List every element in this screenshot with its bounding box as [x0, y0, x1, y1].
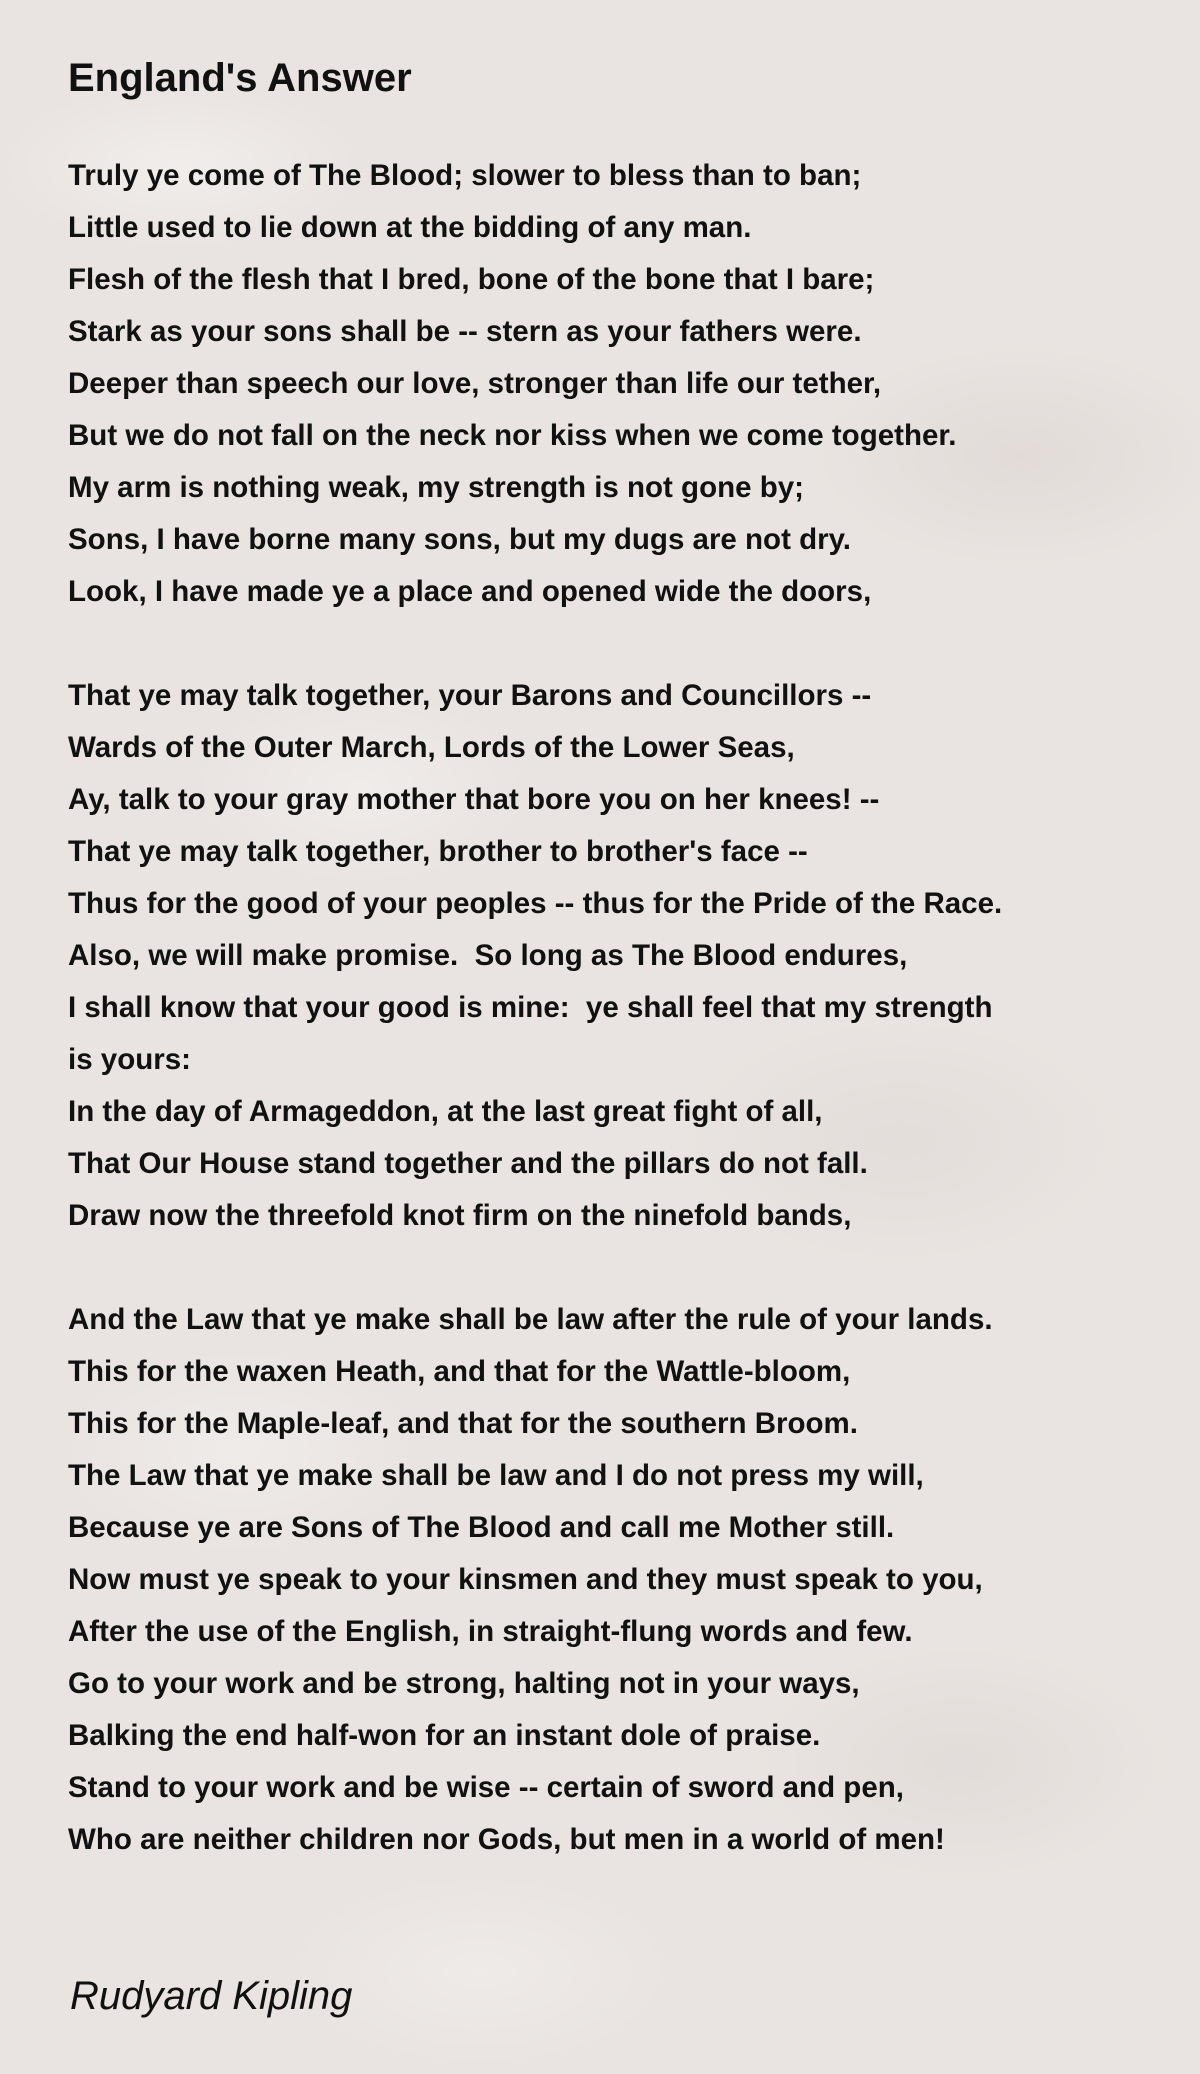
poem-line: Draw now the threefold knot firm on the ninefold bands,	[68, 1199, 852, 1232]
poem-line: After the use of the English, in straight-flung words and few.	[68, 1615, 913, 1648]
poem-body	[68, 150, 1168, 1918]
poem-author: Rudyard Kipling	[70, 1974, 353, 2018]
poem-line: But we do not fall on the neck nor kiss when we come together.	[68, 419, 957, 452]
poem-line: In the day of Armageddon, at the last great fight of all,	[68, 1095, 823, 1128]
poem-line: Little used to lie down at the bidding of any man.	[68, 211, 752, 244]
poem-line: Thus for the good of your peoples -- thus for the Pride of the Race.	[68, 887, 1003, 920]
poem-line: This for the Maple-leaf, and that for the southern Broom.	[68, 1407, 858, 1440]
poem-line: Balking the end half-won for an instant dole of praise.	[68, 1719, 821, 1752]
poem-line: Truly ye come of The Blood; slower to bless than to ban;	[68, 159, 862, 192]
stanza-2	[68, 670, 1168, 1242]
poem-line: Wards of the Outer March, Lords of the Lower Seas,	[68, 731, 795, 764]
poem-line: Who are neither children nor Gods, but men in a world of men!	[68, 1823, 945, 1856]
poem-line: Stark as your sons shall be -- stern as your fathers were.	[68, 315, 862, 348]
poem-line: is yours:	[68, 1043, 191, 1076]
poem-line: The Law that ye make shall be law and I do not press my will,	[68, 1459, 924, 1492]
poem-line: Go to your work and be strong, halting not in your ways,	[68, 1667, 860, 1700]
poem-line: Ay, talk to your gray mother that bore you on her knees! --	[68, 783, 880, 816]
poem-line: And the Law that ye make shall be law after the rule of your lands.	[68, 1303, 993, 1336]
poem-line: That Our House stand together and the pillars do not fall.	[68, 1147, 868, 1180]
poem-line: Also, we will make promise. So long as The Blood endures,	[68, 939, 908, 972]
stanza-3	[68, 1294, 1168, 1866]
poem-line: Because ye are Sons of The Blood and call me Mother still.	[68, 1511, 895, 1544]
poem-line: Stand to your work and be wise -- certain of sword and pen,	[68, 1771, 904, 1804]
stanza-1	[68, 150, 1168, 618]
poem-line: Deeper than speech our love, stronger than life our tether,	[68, 367, 882, 400]
poem-line: My arm is nothing weak, my strength is not gone by;	[68, 471, 804, 504]
poem-line: This for the waxen Heath, and that for the Wattle-bloom,	[68, 1355, 851, 1388]
poem-title: England's Answer	[68, 56, 412, 100]
poem-line: That ye may talk together, your Barons and Councillors --	[68, 679, 872, 712]
poem-line: Flesh of the flesh that I bred, bone of the bone that I bare;	[68, 263, 875, 296]
poem-line: Sons, I have borne many sons, but my dugs are not dry.	[68, 523, 852, 556]
poem-line: Now must ye speak to your kinsmen and they must speak to you,	[68, 1563, 983, 1596]
poem-line: I shall know that your good is mine: ye shall feel that my strength	[68, 991, 993, 1024]
poem-line: Look, I have made ye a place and opened wide the doors,	[68, 575, 872, 608]
poem-line: That ye may talk together, brother to brother's face --	[68, 835, 808, 868]
